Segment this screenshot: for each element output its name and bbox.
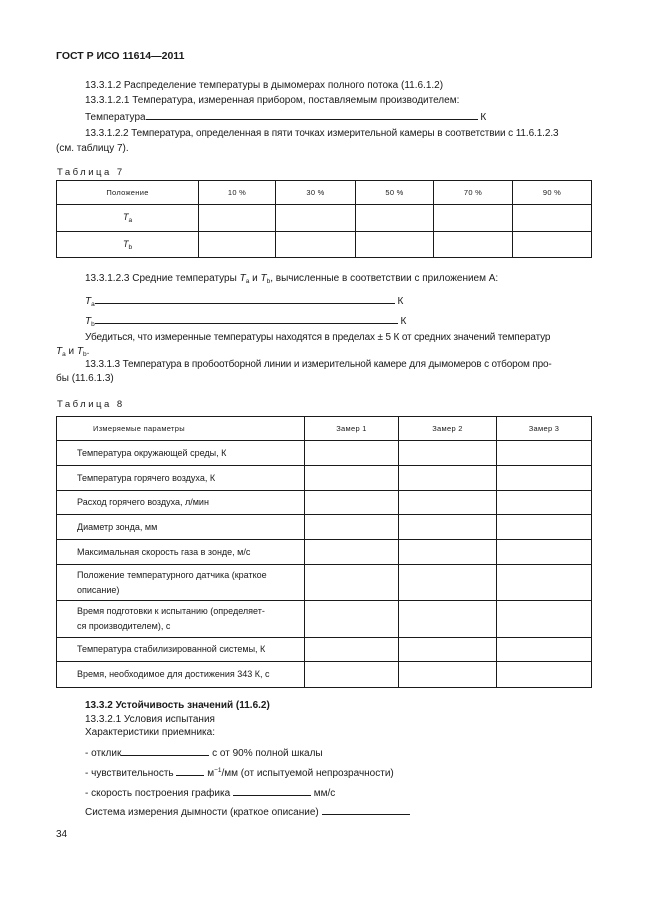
table7-cell: [356, 205, 434, 232]
table7-header-30: 30 %: [276, 181, 356, 205]
table8-cell: [305, 601, 399, 638]
table8-cell: [399, 441, 497, 466]
temperature-blank: [146, 110, 478, 120]
table8-cell: [497, 638, 592, 662]
table7-cell: [513, 232, 592, 258]
table7-cell: [276, 205, 356, 232]
table8-param: Температура горячего воздуха, К: [57, 466, 305, 491]
table8-param: Температура окружающей среды, К: [57, 441, 305, 466]
table7-caption: Таблица 7: [57, 167, 125, 178]
table8-cell: [399, 662, 497, 688]
tb-blank: [95, 314, 398, 324]
table8-param: Температура стабилизированной системы, К: [57, 638, 305, 662]
section-13-3-2-title: 13.3.2 Устойчивость значений (11.6.2): [85, 700, 270, 711]
table8-cell: [305, 466, 399, 491]
table8-header-sample1: Замер 1: [305, 417, 399, 441]
paragraph-13-3-1-2: 13.3.1.2 Распределение температуры в дымомерах полного потока (11.6.1.2): [85, 80, 444, 91]
sensitivity-line: - чувствительность $м^{-1}/мм$ (от испытуемой непрозрачности): [85, 767, 394, 779]
plot-speed-blank: [233, 786, 311, 796]
table8-row: [57, 441, 592, 466]
table8: [56, 416, 592, 688]
page-number: 34: [56, 829, 68, 840]
ta-blank: [95, 294, 395, 304]
table8-cell: [305, 515, 399, 540]
table7-row-label: $T_b$: [57, 232, 199, 258]
paragraph-13-3-1-3-line2: бы (11.6.1.3): [56, 373, 114, 384]
section-13-3-2-1: 13.3.2.1 Условия испытания: [85, 714, 215, 725]
table8-cell: [305, 638, 399, 662]
table8-param: Максимальная скорость газа в зонде, м/с: [57, 540, 305, 565]
table8-cell: [399, 601, 497, 638]
smoke-system-line: Система измерения дымности (краткое описание): [85, 805, 410, 818]
sensitivity-blank: [176, 766, 204, 776]
ta-average-line: $T_a$ К: [85, 296, 404, 308]
table7-header-50: 50 %: [356, 181, 434, 205]
table8-cell: [305, 540, 399, 565]
table8-cell: [497, 491, 592, 515]
table8-header-params: Измеряемые параметры: [57, 417, 305, 441]
table8-cell: [305, 441, 399, 466]
temperature-unit: К: [480, 112, 487, 123]
table8-cell: [305, 491, 399, 515]
response-line: - отклик с от 90% полной шкалы: [85, 748, 323, 759]
table7-header-70: 70 %: [434, 181, 513, 205]
table8-param: Расход горячего воздуха, л/мин: [57, 491, 305, 515]
response-blank: [121, 746, 209, 756]
table7-row-tb: [57, 232, 592, 258]
table8-cell: [497, 466, 592, 491]
table7-header-10: 10 %: [199, 181, 276, 205]
table8-cell: [497, 515, 592, 540]
paragraph-13-3-1-3-line1: 13.3.1.3 Температура в пробоотборной линии и измерительной камере для дымомеров с отбором про-: [85, 359, 552, 370]
receiver-characteristics: Характеристики приемника:: [85, 727, 215, 738]
table8-row: [57, 515, 592, 540]
paragraph-13-3-1-2-3: 13.3.1.2.3 Средние температуры $T_a$ и $T_b$, вычисленные в соответствии с приложением А:: [85, 273, 499, 285]
paragraph-13-3-1-2-1: 13.3.1.2.1 Температура, измеренная прибором, поставляемым производителем:: [85, 95, 460, 106]
table8-row: [57, 601, 592, 638]
table8-param: Диаметр зонда, мм: [57, 515, 305, 540]
check-line2: $T_a$ и $T_b$.: [56, 346, 90, 358]
table8-cell: [497, 441, 592, 466]
table8-header-sample2: Замер 2: [399, 417, 497, 441]
table7-header-position: Положение: [57, 181, 199, 205]
table8-header-sample3: Замер 3: [497, 417, 592, 441]
table8-cell: [399, 466, 497, 491]
table8-cell: [497, 565, 592, 601]
document-header: ГОСТ Р ИСО 11614—2011: [56, 50, 185, 62]
table8-cell: [399, 540, 497, 565]
table8-header-row: [57, 417, 592, 441]
table8-row: [57, 565, 592, 601]
table8-row: [57, 466, 592, 491]
table7-row-label: $T_a$: [57, 205, 199, 232]
table8-param: Положение температурного датчика (краткое описание): [57, 565, 305, 601]
table8-row: [57, 662, 592, 688]
temperature-label: Температура: [85, 112, 146, 123]
table8-param: Время подготовки к испытанию (определяет- ся производителем), с: [57, 601, 305, 638]
table7-header-90: 90 %: [513, 181, 592, 205]
temperature-line: [85, 110, 486, 123]
table7-cell: [434, 232, 513, 258]
table8-cell: [399, 491, 497, 515]
plot-speed-line: - скорость построения графика мм/с: [85, 788, 336, 799]
table8-cell: [399, 638, 497, 662]
check-line1: Убедиться, что измеренные температуры находятся в пределах ± 5 К от средних значений температур: [85, 332, 551, 343]
paragraph-13-3-1-2-2-line2: (см. таблицу 7).: [56, 143, 129, 154]
table8-cell: [497, 540, 592, 565]
table8-row: [57, 638, 592, 662]
table8-row: [57, 540, 592, 565]
smoke-system-blank: [322, 805, 410, 815]
table8-cell: [305, 662, 399, 688]
table8-row: [57, 491, 592, 515]
table7-cell: [434, 205, 513, 232]
table8-cell: [305, 565, 399, 601]
table8-cell: [497, 601, 592, 638]
table7-cell: [199, 205, 276, 232]
table8-cell: [399, 565, 497, 601]
table8-param: Время, необходимое для достижения 343 К, с: [57, 662, 305, 688]
table7-cell: [276, 232, 356, 258]
table8-cell: [399, 515, 497, 540]
table7-cell: [513, 205, 592, 232]
table7-row-ta: [57, 205, 592, 232]
tb-average-line: $T_b$ К: [85, 316, 407, 328]
table7-cell: [356, 232, 434, 258]
table8-caption: Таблица 8: [57, 399, 125, 410]
table7-header-row: [57, 181, 592, 205]
table7-cell: [199, 232, 276, 258]
table7: [56, 180, 592, 258]
paragraph-13-3-1-2-2-line1: 13.3.1.2.2 Температура, определенная в пяти точках измерительной камеры в соответствии с 11.6.1.2.3: [85, 128, 559, 139]
table8-cell: [497, 662, 592, 688]
